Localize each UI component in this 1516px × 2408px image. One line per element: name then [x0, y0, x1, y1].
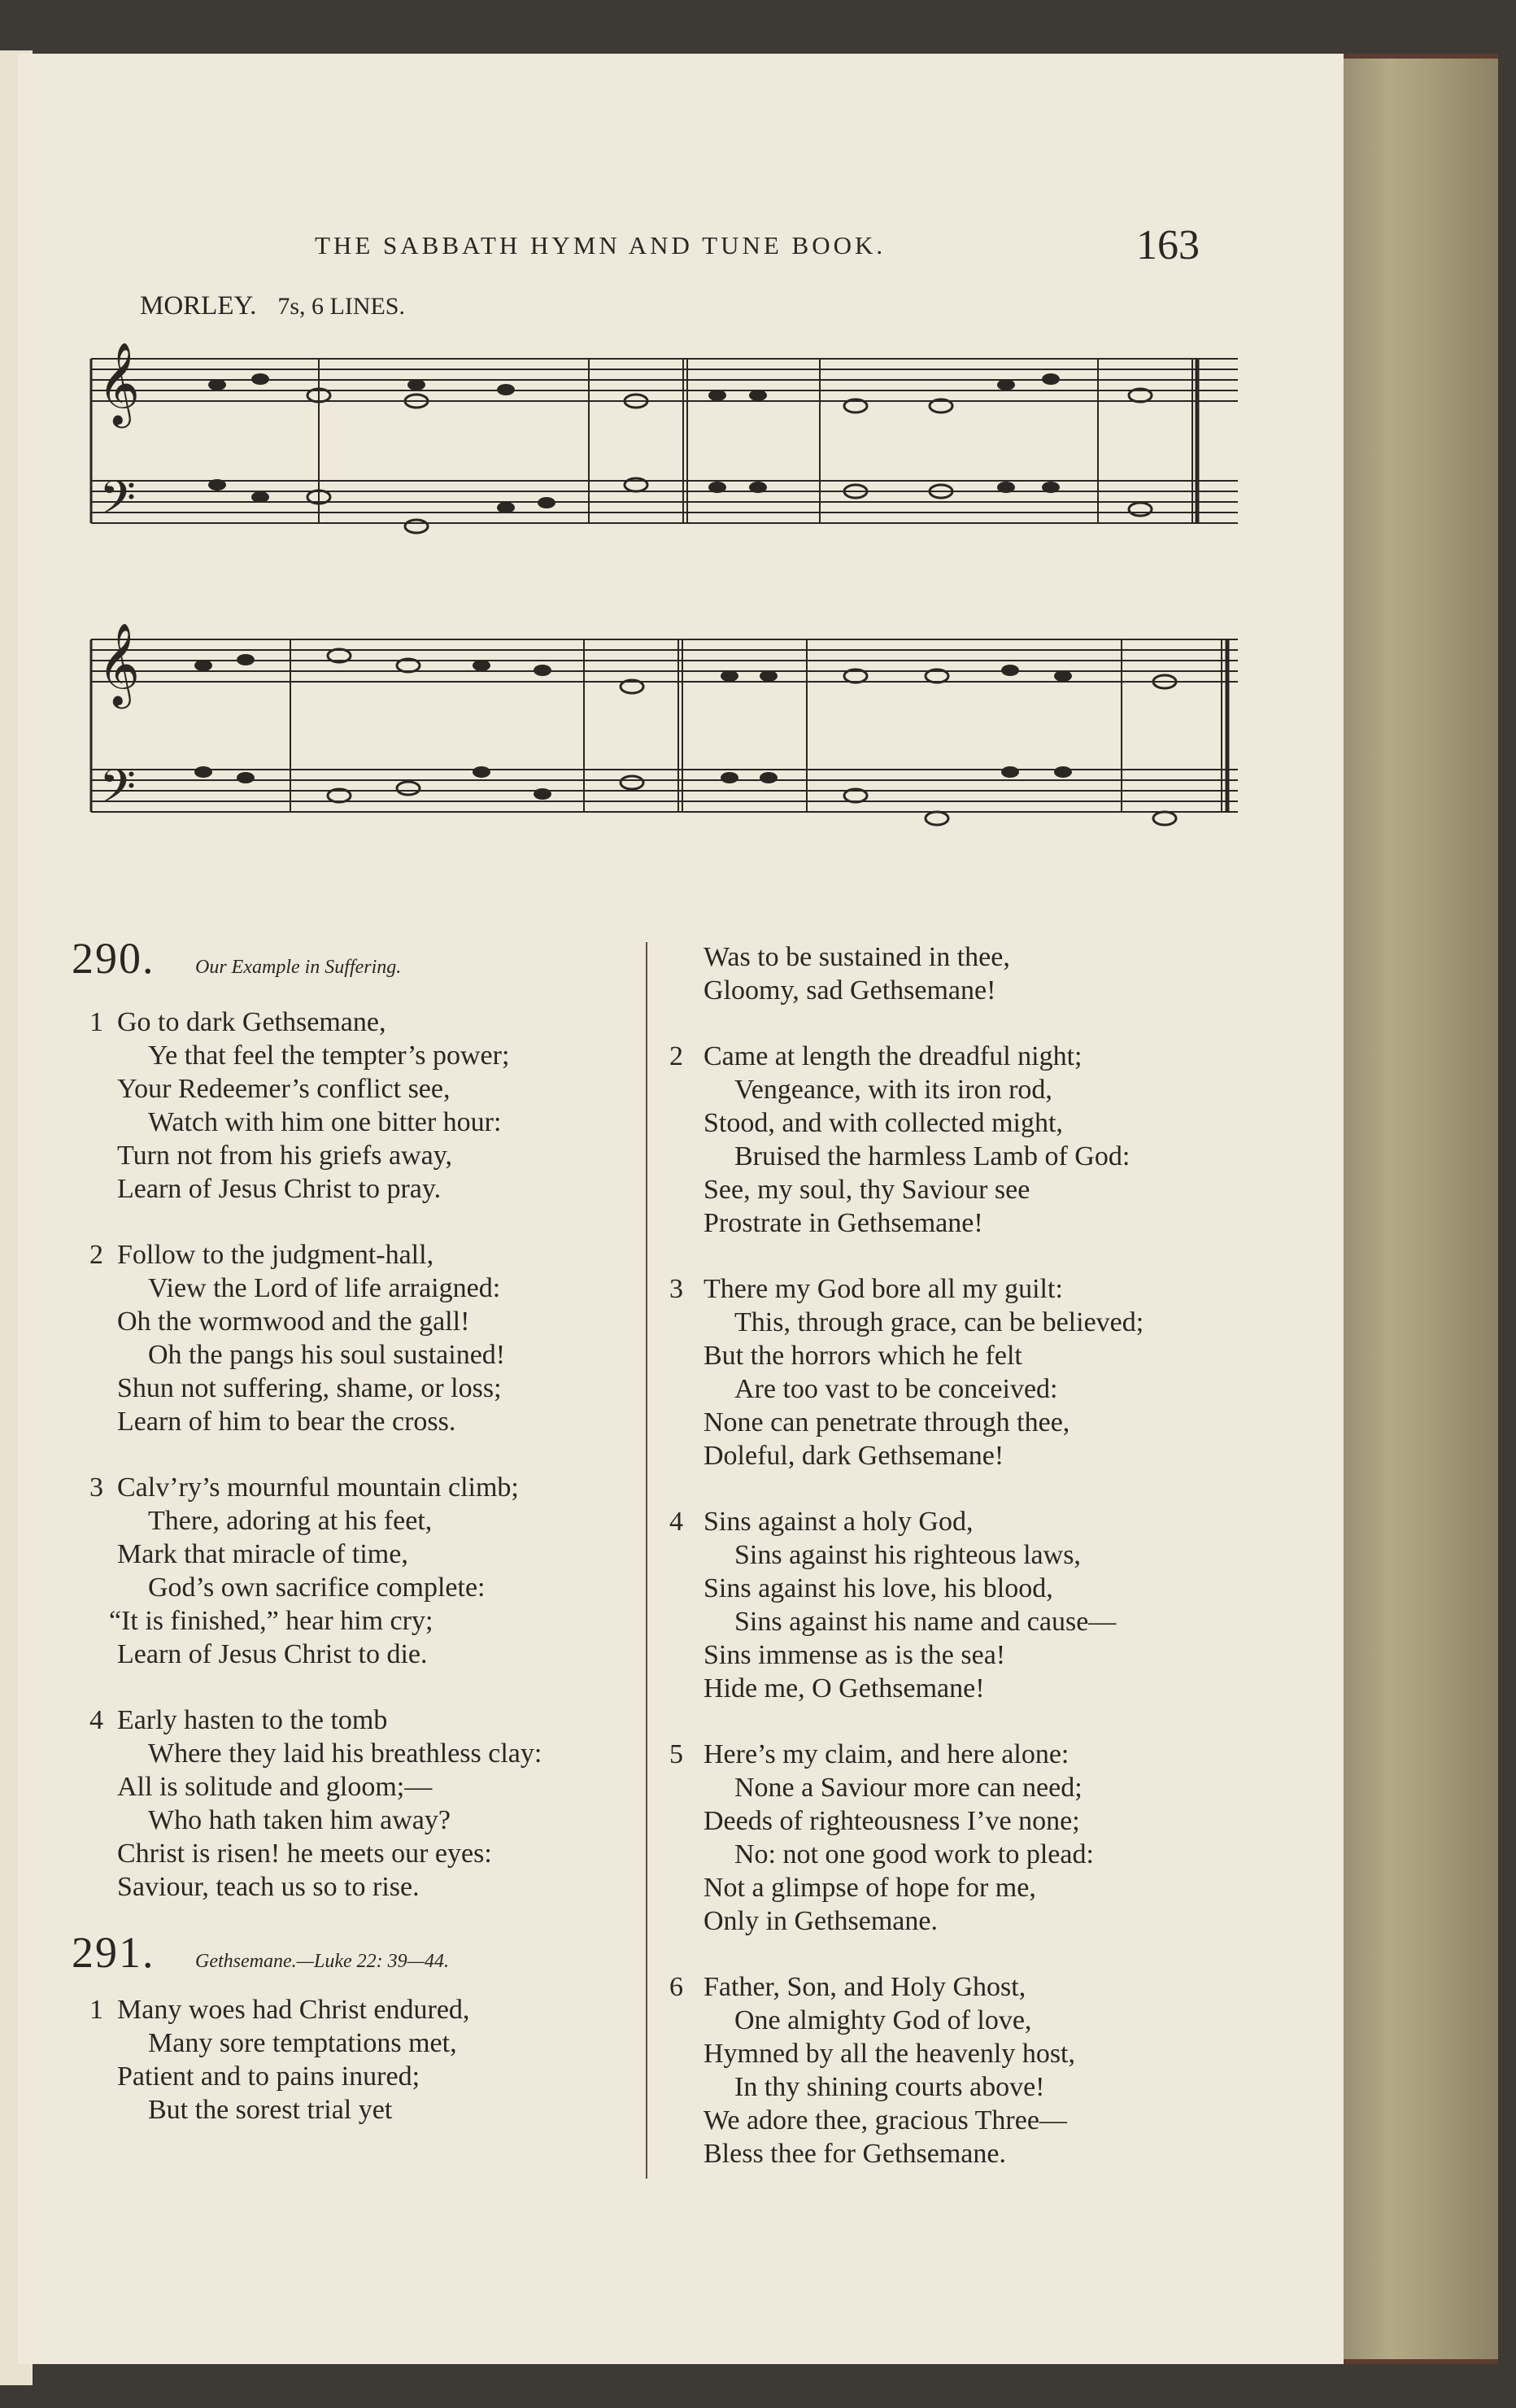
- verse-line: One almighty God of love,: [734, 2005, 1032, 2035]
- stanza-number: 4: [89, 1705, 103, 1735]
- verse-line: Hymned by all the heavenly host,: [704, 2039, 1076, 2069]
- verse-line: Follow to the judgment-hall,: [117, 1240, 434, 1270]
- stanza-number: 3: [669, 1274, 683, 1304]
- verse-line: Christ is risen! he meets our eyes:: [117, 1839, 492, 1869]
- verse-line: Mark that miracle of time,: [117, 1539, 408, 1569]
- stanza-number: 2: [89, 1240, 103, 1270]
- verse-line: None can penetrate through thee,: [704, 1407, 1070, 1437]
- verse-line: View the Lord of life arraigned:: [148, 1273, 501, 1303]
- verse-line: See, my soul, thy Saviour see: [704, 1175, 1030, 1205]
- tune-meter: 7s, 6 LINES.: [277, 293, 405, 320]
- hymn-290-stanza-4: [72, 1703, 641, 1904]
- verse-line: Sins against his love, his blood,: [704, 1573, 1053, 1603]
- page-number: 163: [1136, 222, 1200, 268]
- verse-line: Was to be sustained in thee,: [704, 942, 1010, 972]
- verse-line: Ye that feel the tempter’s power;: [148, 1040, 510, 1071]
- verse-line: Sins against a holy God,: [704, 1507, 974, 1537]
- stanza-number: 6: [669, 1972, 683, 2002]
- verse-line: There my God bore all my guilt:: [704, 1274, 1063, 1304]
- stanza-number: 4: [669, 1507, 683, 1537]
- left-column: [72, 934, 641, 2159]
- svg-text:𝄢: 𝄢: [99, 759, 137, 826]
- running-title: THE SABBATH HYMN AND TUNE BOOK.: [315, 231, 887, 260]
- verse-line: None a Saviour more can need;: [734, 1773, 1083, 1803]
- verse-line: Doleful, dark Gethsemane!: [704, 1441, 1004, 1471]
- svg-text:𝄞: 𝄞: [98, 342, 141, 425]
- verse-line: Sins against his name and cause—: [734, 1607, 1117, 1637]
- verse-line: No: not one good work to plead:: [734, 1839, 1094, 1869]
- verse-line: This, through grace, can be believed;: [734, 1307, 1144, 1337]
- svg-text:𝄢: 𝄢: [99, 470, 137, 537]
- hymn-291-stanza-4: [648, 1505, 1283, 1705]
- verse-line: Are too vast to be conceived:: [734, 1374, 1058, 1404]
- verse-line: Many woes had Christ endured,: [117, 1995, 470, 2025]
- verse-line: Came at length the dreadful night;: [704, 1041, 1083, 1071]
- verse-line: Prostrate in Gethsemane!: [704, 1208, 983, 1238]
- verse-line: Bruised the harmless Lamb of God:: [734, 1141, 1130, 1171]
- verse-line: Sins against his righteous laws,: [734, 1540, 1081, 1570]
- verse-line: Oh the wormwood and the gall!: [117, 1307, 470, 1337]
- page-header: [18, 222, 1344, 275]
- verse-line: In thy shining courts above!: [734, 2072, 1045, 2102]
- hymn-291-title: Gethsemane.—Luke 22: 39—44.: [195, 1951, 449, 1972]
- verse-line: All is solitude and gloom;—: [117, 1772, 433, 1802]
- verse-line: Turn not from his griefs away,: [117, 1141, 453, 1171]
- hymn-290-stanza-1: [72, 1006, 641, 1206]
- svg-text:𝄞: 𝄞: [98, 623, 141, 705]
- book-fore-edge: [1344, 54, 1498, 2364]
- hymn-291-stanza-2: [648, 1040, 1283, 1240]
- stanza-number: 2: [669, 1041, 683, 1071]
- hymn-290-title: Our Example in Suffering.: [195, 957, 402, 978]
- hymn-291-stanza-6: [648, 1970, 1283, 2170]
- verse-line: Watch with him one bitter hour:: [148, 1107, 502, 1137]
- verse-line: Calv’ry’s mournful mountain climb;: [117, 1472, 519, 1503]
- verse-line: Learn of him to bear the cross.: [117, 1407, 456, 1437]
- verse-line: Go to dark Gethsemane,: [117, 1007, 386, 1037]
- verse-line: Who hath taken him away?: [148, 1805, 451, 1835]
- verse-line: There, adoring at his feet,: [148, 1506, 433, 1536]
- verse-line: Not a glimpse of hope for me,: [704, 1873, 1036, 1903]
- verse-line: Sins immense as is the sea!: [704, 1640, 1006, 1670]
- hymn-290-number: 290.: [72, 934, 155, 983]
- verse-line: Gloomy, sad Gethsemane!: [704, 975, 996, 1006]
- hymn-291-stanza-3: [648, 1272, 1283, 1472]
- hymn-291-stanza-1-continued: [648, 940, 1283, 1007]
- music-score-system-2: [75, 623, 1246, 867]
- hymn-290-heading: [72, 934, 641, 991]
- verse-line: “It is finished,” hear him cry;: [109, 1606, 433, 1636]
- verse-line: Your Redeemer’s conflict see,: [117, 1074, 451, 1104]
- verse-line: Bless thee for Gethsemane.: [704, 2139, 1006, 2169]
- verse-line: Stood, and with collected might,: [704, 1108, 1063, 1138]
- verse-line: But the horrors which he felt: [704, 1341, 1022, 1371]
- verse-line: Early hasten to the tomb: [117, 1705, 388, 1735]
- right-column: [648, 940, 1283, 2203]
- verse-line: Patient and to pains inured;: [117, 2061, 420, 2092]
- verse-line: Learn of Jesus Christ to pray.: [117, 1174, 442, 1204]
- column-divider: [646, 942, 647, 2179]
- stanza-number: 3: [89, 1472, 103, 1503]
- verse-line: We adore thee, gracious Three—: [704, 2105, 1067, 2135]
- verse-line: Oh the pangs his soul sustained!: [148, 1340, 506, 1370]
- verse-line: Only in Gethsemane.: [704, 1906, 938, 1936]
- hymn-291-stanza-5: [648, 1738, 1283, 1938]
- stanza-number: 5: [669, 1739, 683, 1769]
- hymn-291-heading: [72, 1928, 641, 1985]
- verse-line: Shun not suffering, shame, or loss;: [117, 1373, 502, 1403]
- verse-line: Many sore temptations met,: [148, 2028, 457, 2058]
- verse-line: But the sorest trial yet: [148, 2095, 393, 2125]
- hymn-291-stanza-1: [72, 1993, 641, 2127]
- tune-name: MORLEY.: [140, 291, 257, 321]
- stanza-number: 1: [89, 1995, 103, 2025]
- hymn-291-number: 291.: [72, 1928, 155, 1977]
- verse-line: Vengeance, with its iron rod,: [734, 1075, 1052, 1105]
- verse-line: Saviour, teach us so to rise.: [117, 1872, 420, 1902]
- verse-line: Father, Son, and Holy Ghost,: [704, 1972, 1026, 2002]
- hymn-290-stanza-3: [72, 1471, 641, 1671]
- verse-line: Where they laid his breathless clay:: [148, 1738, 542, 1769]
- verse-line: Here’s my claim, and here alone:: [704, 1739, 1069, 1769]
- music-score-system-1: [75, 342, 1246, 578]
- tune-heading: [140, 291, 405, 321]
- stanza-number: 1: [89, 1007, 103, 1037]
- verse-line: God’s own sacrifice complete:: [148, 1573, 486, 1603]
- book-page: [18, 54, 1344, 2364]
- verse-line: Learn of Jesus Christ to die.: [117, 1639, 428, 1669]
- verse-line: Hide me, O Gethsemane!: [704, 1673, 985, 1703]
- hymn-290-stanza-2: [72, 1238, 641, 1438]
- verse-line: Deeds of righteousness I’ve none;: [704, 1806, 1080, 1836]
